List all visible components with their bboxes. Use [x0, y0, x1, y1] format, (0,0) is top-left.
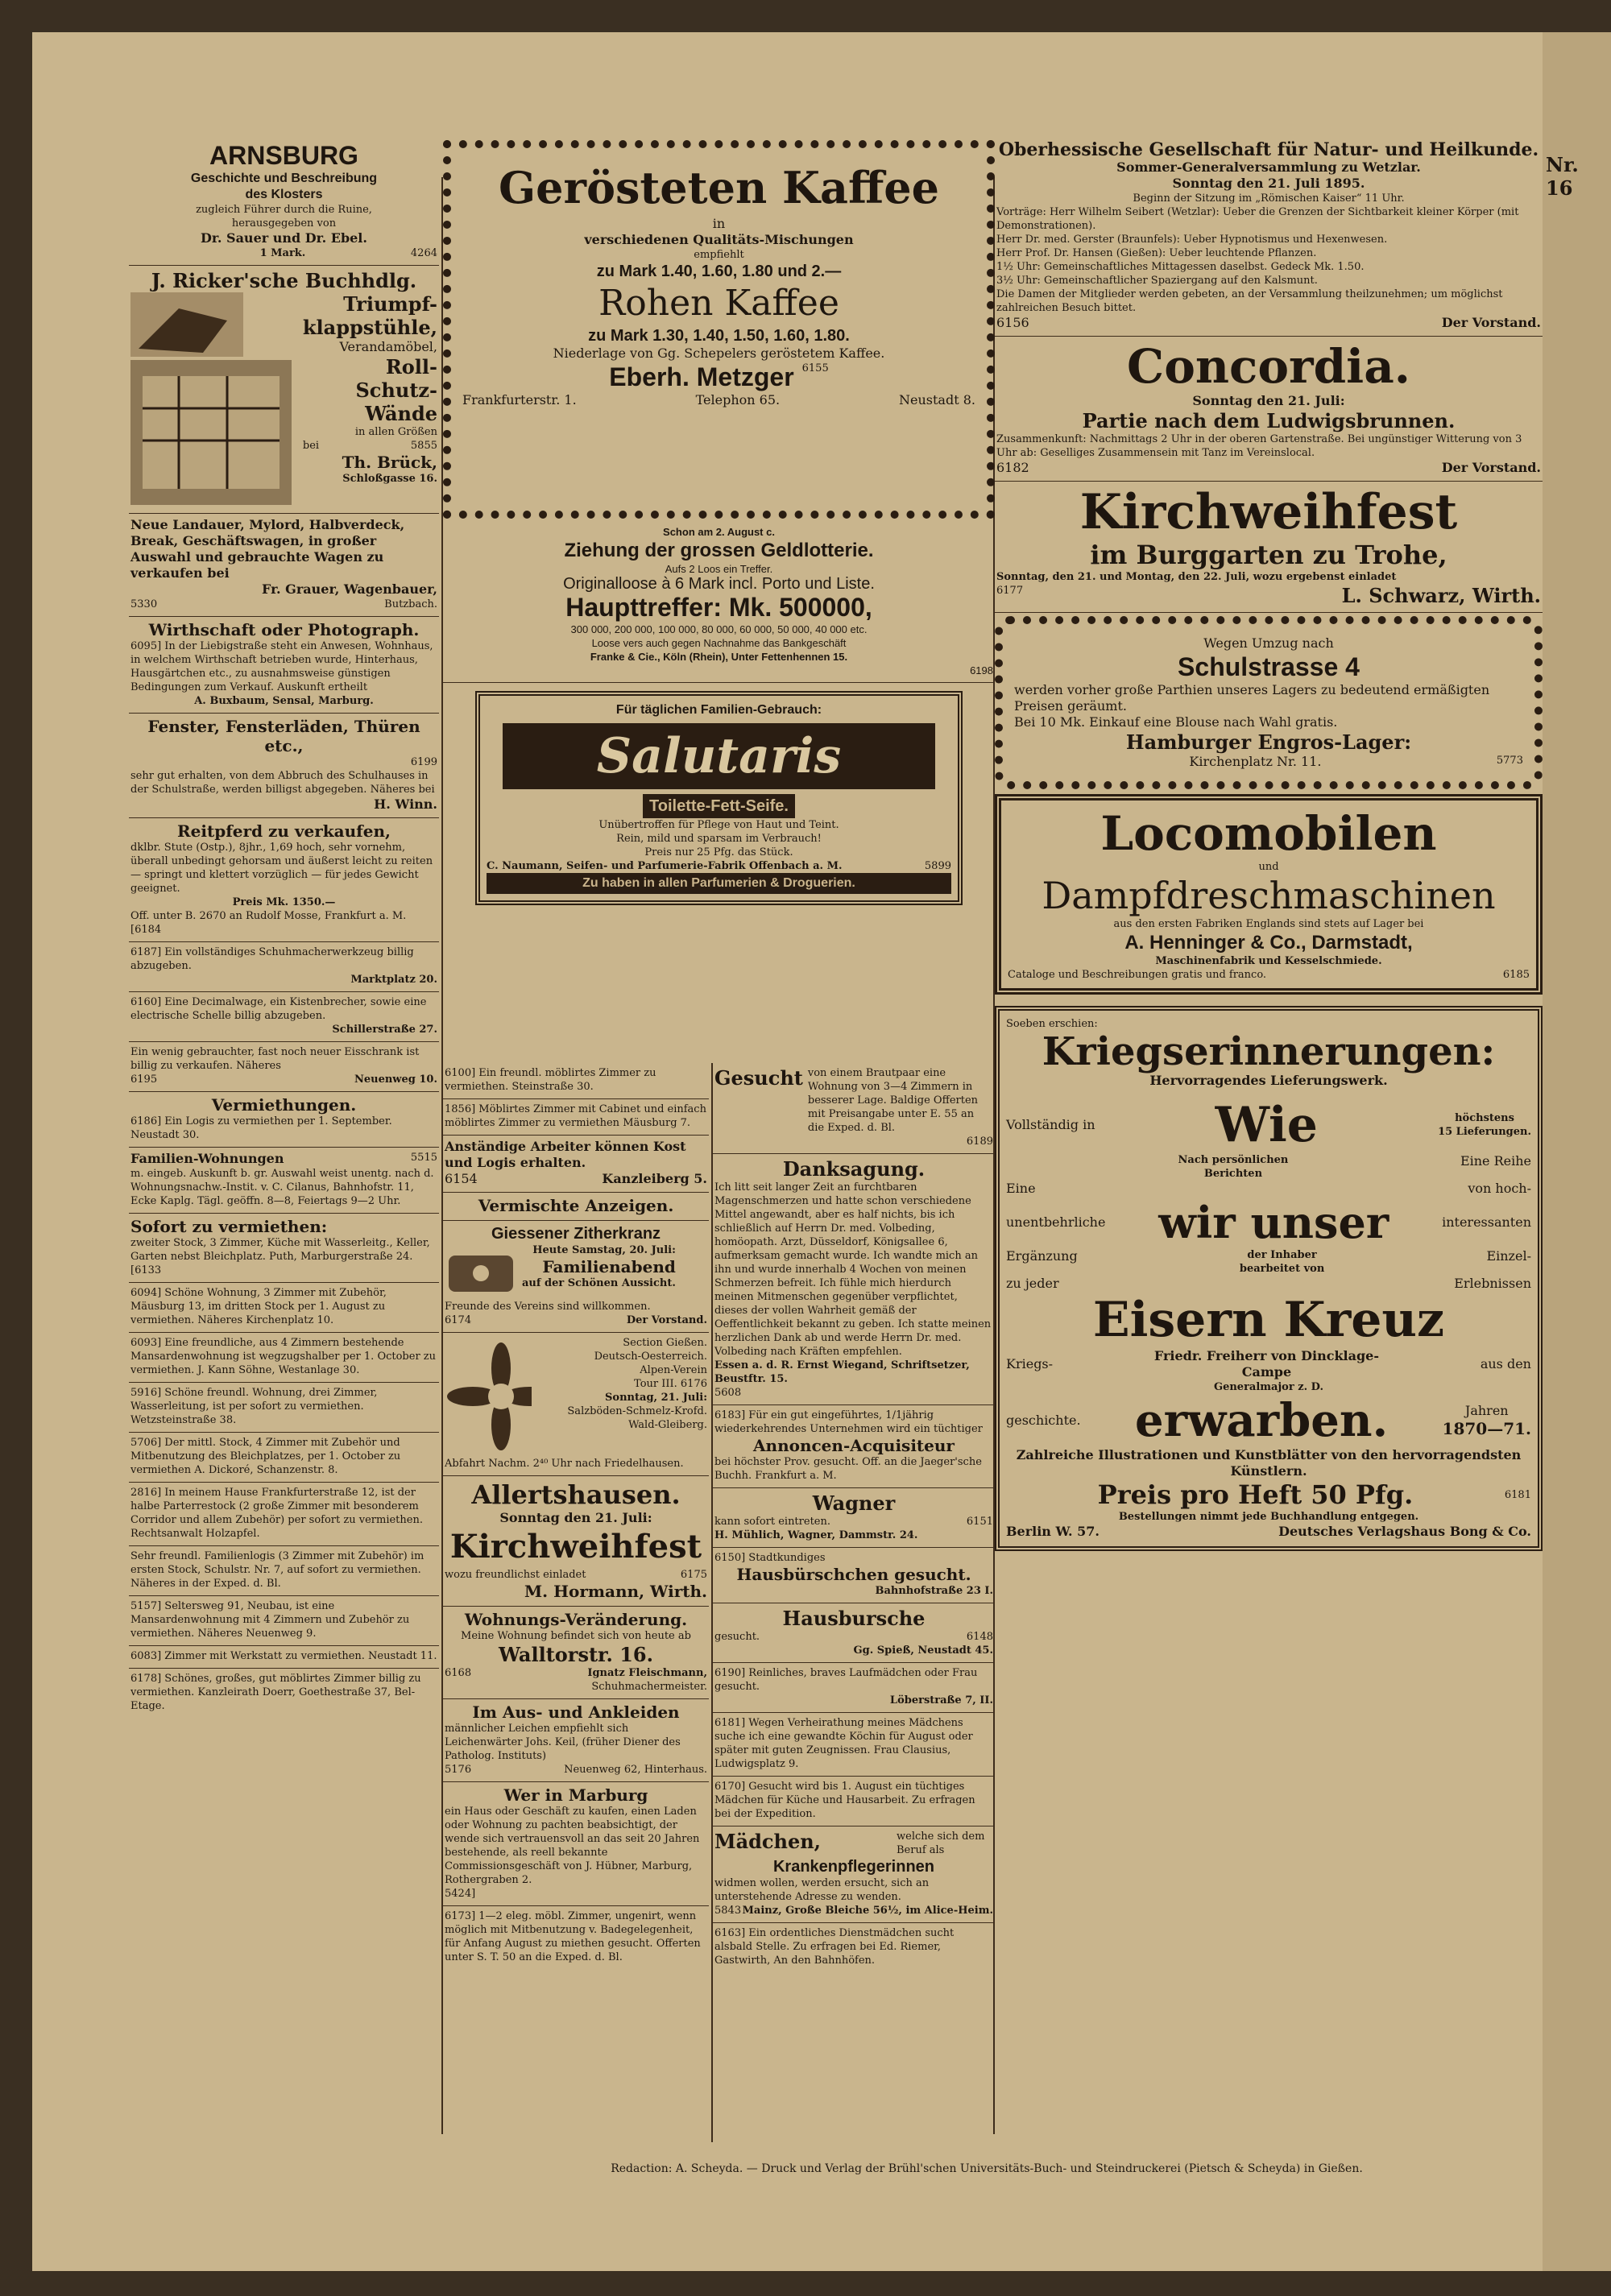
- ad-marburg: [443, 1782, 709, 1906]
- newspaper-page: [32, 32, 1547, 2271]
- text: Originalloose à 6 Mark incl. Porto und Liste.: [563, 575, 875, 593]
- text: Cataloge und Beschreibungen gratis und franco.: [1008, 969, 1267, 981]
- ad-ricker: [129, 266, 439, 514]
- ad-eisschrank: [129, 1042, 439, 1092]
- ad-number: 6174: [445, 1314, 472, 1326]
- text: 6187] Ein vollständiges Schuhmacherwerkzeug billig abzugeben.: [130, 946, 414, 972]
- text: Preis pro Heft 50 Pfg.: [1097, 1479, 1414, 1510]
- ad-6093: 6093] Eine freundliche, aus 4 Zimmern bestehende Mansardenwohnung ist wegzugshalber per 1. October zu vermiethen. J. Kann Söhne, Westanlage 30.: [129, 1333, 439, 1383]
- ad-title: Wer in Marburg: [503, 1785, 648, 1805]
- text: 6160] Eine Decimalwage, ein Kistenbrecher, sowie eine electrische Schelle billig abzugeben.: [130, 996, 427, 1022]
- ad-1856: 1856] Möblirtes Zimmer mit Cabinet und einfach möblirtes Zimmer zu vermiethen Mäusburg 7.: [443, 1099, 709, 1136]
- text: Schutz-: [355, 379, 437, 402]
- text: Der Vorstand.: [626, 1314, 707, 1326]
- ad-6170: 6170] Gesucht wird bis 1. August ein tüchtiges Mädchen für Küche und Hausarbeit. Zu erfragen bei der Expedition.: [713, 1777, 995, 1826]
- ad-hausbursche: [713, 1603, 995, 1663]
- ad-title: Im Aus- und Ankleiden: [472, 1702, 680, 1722]
- ad-alpenverein: [443, 1333, 709, 1476]
- text: kann sofort eintreten.: [714, 1516, 830, 1528]
- text: A. Henninger & Co., Darmstadt,: [1124, 932, 1413, 954]
- text: erwarben.: [1134, 1394, 1389, 1447]
- ad-number: 6195: [130, 1074, 158, 1086]
- text: Off. unter B. 2670 an Rudolf Mosse, Frankfurt a. M. [6184: [130, 910, 407, 936]
- text: Alpen-Verein: [640, 1364, 707, 1376]
- text: Schuhmachermeister.: [591, 1681, 707, 1693]
- text: Vorträge: Herr Wilhelm Seibert (Wetzlar): Ueber die Grenzen der Sichtbarkeit kleiner Körper (mit Demonstrationen).: [996, 206, 1519, 232]
- text: des Klosters: [245, 188, 323, 201]
- text: Verandamöbel,: [339, 339, 437, 354]
- text: Salzböden-Schmelz-Krofd. Wald-Gleiberg.: [567, 1405, 707, 1431]
- ad-familien: [129, 1148, 439, 1214]
- text: Friedr. Freiherr von Dincklage-Campe: [1153, 1348, 1379, 1380]
- text: herausgegeben von: [231, 217, 337, 230]
- text: m. eingeb. Auskunft b. gr. Auswahl weist unentg. nach d. Wohnungsnachw.-Instit. v. C. Cilanus, Bahnhofstr. 11, Ecke Kaplg. Tägl. geöffn. 8—8, Feiertags 9—2 Uhr.: [130, 1168, 434, 1207]
- ad-title: Kriegserinnerungen:: [1042, 1029, 1496, 1074]
- text: Roll-: [385, 355, 437, 379]
- column-3: [995, 137, 1543, 1556]
- ad-lotterie: [443, 522, 995, 683]
- text: Bahnhofstraße 23 I.: [875, 1585, 993, 1597]
- text: Wie: [1215, 1097, 1318, 1153]
- ad-6173: 6173] 1—2 eleg. möbl. Zimmer, ungenirt, wenn möglich mit Mitbenutzung v. Badegelegenheit, für Anfang August zu miethen gesucht. Offerten unter S. T. 50 an die Exped. d. Bl.: [445, 1910, 701, 1963]
- ad-number: 6181: [1504, 1488, 1531, 1501]
- text: Eberh. Metzger: [609, 362, 794, 391]
- text: Der Vorstand.: [1441, 460, 1541, 475]
- ad-title: Hausbursche: [782, 1607, 926, 1630]
- text: Sonntag, den 21. und Montag, den 22. Juli, wozu ergebenst einladet: [996, 571, 1397, 583]
- text: Frankfurterstr. 1.: [462, 392, 577, 407]
- ad-6083: 6083] Zimmer mit Werkstatt zu vermiethen. Neustadt 11.: [129, 1646, 439, 1669]
- text: Sofort zu vermiethen:: [130, 1217, 328, 1236]
- text: klappstühle,: [302, 316, 437, 339]
- text: 300 000, 200 000, 100 000, 80 000, 60 000, 50 000, 40 000 etc.: [570, 623, 868, 635]
- ad-kaffee: [443, 140, 995, 519]
- text: Familienabend: [542, 1257, 676, 1276]
- ad-5706: 5706] Der mittl. Stock, 4 Zimmer mit Zubehör und Mitbenutzung des Bleichplatzes, per 1. October zu vermiethen A. Dickoré, Schanzenstr. 8.: [129, 1433, 439, 1483]
- text: zweiter Stock, 3 Zimmer, Küche mit Wasserleitg., Keller, Garten nebst Bleichplatz. Puth, Marburgerstraße 24. [6133: [130, 1237, 430, 1276]
- ad-kriegserinnerungen: [995, 1006, 1543, 1551]
- text: Einzel-: [1486, 1248, 1531, 1264]
- text: von einem Brautpaar eine Wohnung von 3—4 Zimmern in besserer Lage. Baldige Offerten mit Preisangabe unter E. 55 an die Exped. d. Bl.: [807, 1067, 979, 1134]
- ad-number: 5773: [1496, 755, 1523, 767]
- text: zu Mark 1.30, 1.40, 1.50, 1.60, 1.80.: [588, 327, 850, 345]
- salutaris-logo: Salutaris: [503, 723, 935, 789]
- ad-wohnungsveraenderung: [443, 1607, 709, 1699]
- veranda-illustration: [130, 360, 292, 505]
- text: Aufs 2 Loos ein Treffer.: [665, 563, 773, 575]
- text: Deutsches Verlagshaus Bong & Co.: [1278, 1524, 1531, 1539]
- text: widmen wollen, werden ersucht, sich an unterstehende Adresse zu wenden.: [714, 1877, 930, 1903]
- text: Preis Mk. 1350.—: [232, 896, 336, 908]
- text: Zu haben in allen Parfumerien & Droguerien.: [487, 873, 951, 894]
- ad-title: Gesucht: [714, 1066, 803, 1090]
- ad-allertshausen: [443, 1476, 709, 1607]
- text: bei höchster Prov. gesucht. Off. an die Jaeger'sche Buchh. Frankfurt a. M.: [714, 1456, 982, 1482]
- adjacent-page-edge: [1543, 32, 1611, 2271]
- text: Herr Dr. med. Gerster (Braunfels): Ueber Hypnotismus und Hexenwesen.: [996, 234, 1388, 246]
- text: Marktplatz 20.: [350, 974, 437, 986]
- ad-title: J. Ricker'sche Buchhdlg.: [151, 269, 417, 292]
- section-heading: Vermiethungen.: [211, 1095, 357, 1115]
- ad-number: 6148: [966, 1631, 993, 1643]
- ad-title: Annoncen-Acquisiteur: [753, 1436, 955, 1455]
- text: der Inhaber bearbeitet von: [1239, 1249, 1325, 1275]
- ad-reitpferd: [129, 818, 439, 942]
- text: Th. Brück,: [342, 453, 437, 472]
- ad-danksagung: [713, 1154, 995, 1405]
- ad-number: 5176: [445, 1764, 472, 1776]
- ad-title: Concordia.: [1127, 339, 1410, 394]
- text: Essen a. d. R. Ernst Wiegand, Schriftsetzer, Beustftr. 15.: [714, 1359, 970, 1385]
- ad-title: Ziehung der grossen Geldlotterie.: [564, 540, 874, 561]
- text: Maschinenfabrik und Kesselschmiede.: [1155, 955, 1382, 967]
- ad-number: 5899: [924, 860, 951, 872]
- text: Ergänzung: [1006, 1248, 1078, 1264]
- ad-title: Hausbürschchen gesucht.: [736, 1565, 971, 1584]
- ad-title: Mädchen,: [714, 1830, 822, 1853]
- text: Wegen Umzug nach: [1203, 635, 1334, 651]
- text: Tour III. 6176: [634, 1378, 707, 1390]
- ad-title: Allertshausen.: [471, 1479, 681, 1510]
- text: 6183] Für ein gut eingeführtes, 1/1jährig wiederkehrendes Unternehmen wird ein tüchtiger: [714, 1409, 983, 1435]
- section-vermiethungen: [129, 1092, 439, 1148]
- text: Mainz, Große Bleiche 56½, im Alice-Heim.: [742, 1905, 993, 1917]
- text: Beginn der Sitzung im „Römischen Kaiser“ 11 Uhr.: [1133, 192, 1405, 205]
- text: Hamburger Engros-Lager:: [1125, 730, 1412, 754]
- text: zu Mark 1.40, 1.60, 1.80 und 2.—: [596, 263, 842, 280]
- edelweiss-icon: [445, 1336, 532, 1457]
- ad-title: Oberhessische Gesellschaft für Natur- und Heilkunde.: [998, 139, 1539, 160]
- text: Loose vers auch gegen Nachnahme das Bankgeschäft: [591, 637, 847, 649]
- text: Kirchenplatz Nr. 11.: [1189, 754, 1322, 769]
- text: Vollständig in: [1006, 1117, 1095, 1132]
- ad-6178: 6178] Schönes, großes, gut möblirtes Zimmer billig zu vermiethen. Kanzleirath Doerr, Goethestraße 37, Bel-Etage.: [130, 1673, 421, 1712]
- ad-number: 6154: [445, 1171, 478, 1186]
- ad-number: 6185: [1502, 969, 1530, 981]
- text: H. Winn.: [374, 796, 437, 812]
- text: Neuenweg 10.: [354, 1074, 437, 1086]
- text: wozu freundlichst einladet: [445, 1569, 586, 1581]
- text: Sonntag den 21. Juli:: [499, 1510, 652, 1525]
- ad-concordia: [995, 337, 1543, 482]
- ad-number: 6175: [680, 1569, 707, 1581]
- ad-number: 6198: [970, 664, 993, 676]
- text: Ein wenig gebrauchter, fast noch neuer Eisschrank ist billig zu verkaufen. Näheres: [130, 1046, 420, 1072]
- text: zugleich Führer durch die Ruine,: [196, 204, 372, 216]
- text: geschichte.: [1006, 1413, 1081, 1428]
- ad-number: 6189: [966, 1136, 993, 1148]
- text: Fr. Grauer, Wagenbauer,: [261, 581, 437, 597]
- text: unentbehrliche: [1006, 1214, 1106, 1230]
- ad-kirchweihfest: [995, 482, 1543, 613]
- text: Walltorstr. 16.: [499, 1643, 653, 1666]
- text: Heute Samstag, 20. Juli:: [532, 1244, 676, 1256]
- ad-6183: [713, 1405, 995, 1488]
- text: Freunde des Vereins sind willkommen.: [445, 1301, 651, 1313]
- text: Deutsch-Oesterreich.: [594, 1351, 707, 1363]
- ad-number: 6151: [966, 1516, 993, 1528]
- text: 6190] Reinliches, braves Laufmädchen oder Frau gesucht.: [714, 1667, 978, 1693]
- column-2: [443, 137, 995, 913]
- text: aus den ersten Fabriken Englands sind stets auf Lager bei: [1113, 918, 1424, 930]
- text: 6095] In der Liebigstraße steht ein Anwesen, Wohnhaus, in welchem Wirthschaft betrieben wurde, Hinterhaus, Hausgärtchen etc., zu ausnahmsweise günstigen Bedingungen zum Verkauf. Auskunft ertheilt: [130, 640, 433, 693]
- text: Wände: [365, 402, 437, 425]
- text: 3½ Uhr: Gemeinschaftlicher Spaziergang auf den Kalsmunt.: [996, 275, 1318, 287]
- text: Krankenpflegerinnen: [772, 1858, 935, 1876]
- text: Sonntag, 21. Juli:: [605, 1392, 707, 1404]
- text: Niederlage von Gg. Schepelers geröstetem Kaffee.: [553, 345, 885, 361]
- text: Dr. Sauer und Dr. Ebel.: [201, 230, 367, 246]
- column-2b: [713, 1063, 995, 1971]
- ad-number: 6199: [410, 756, 437, 768]
- ad-5916: 5916] Schöne freundl. Wohnung, drei Zimmer, Wasserleitung, ist per sofort zu vermiethen. Wetzsteinstraße 38.: [129, 1383, 439, 1433]
- text: Butzbach.: [384, 598, 437, 610]
- text: Kriegs-: [1006, 1356, 1054, 1371]
- ad-title: Schulstrasse 4: [1178, 652, 1360, 681]
- ad-5157: 5157] Seltersweg 91, Neubau, ist eine Mansardenwohnung mit 4 Zimmern und Zubehör zu vermiethen. Näheres Neuenweg 9.: [129, 1596, 439, 1646]
- text: 6150] Stadtkundiges: [714, 1552, 826, 1564]
- column-1: [129, 137, 439, 1716]
- ad-6100: 6100] Ein freundl. möblirtes Zimmer zu vermiethen. Steinstraße 30.: [443, 1063, 709, 1099]
- text: Sommer-Generalversammlung zu Wetzlar.: [1116, 159, 1421, 175]
- text: Generalmajor z. D.: [1213, 1381, 1323, 1393]
- ad-title: Wirthschaft oder Photograph.: [148, 620, 420, 639]
- text: Bestellungen nimmt jede Buchhandlung entgegen.: [1118, 1511, 1419, 1523]
- text: ein Haus oder Geschäft zu kaufen, einen Laden oder Wohnung zu pachten beabsichtigt, der wende sich vertrauensvoll an das seit 20 Jahren bestehende, als reell bekannte Commissionsgeschäft von J. Hübner, Marburg, Rothergraben 2.: [445, 1806, 700, 1886]
- text: auf der Schönen Aussicht.: [522, 1277, 676, 1289]
- ad-title: Wagner: [812, 1491, 896, 1515]
- ad-title: Wohnungs-Veränderung.: [464, 1610, 688, 1629]
- text: bei: [302, 440, 320, 452]
- ad-fenster: [129, 714, 439, 818]
- text: Neuenweg 62, Hinterhaus.: [564, 1764, 707, 1776]
- ad-number: 4264: [410, 247, 437, 259]
- text: Der Vorstand.: [1441, 315, 1541, 330]
- text: Schon am 2. August c.: [663, 526, 775, 538]
- text: Anständige Arbeiter können Kost und Logis erhalten.: [445, 1139, 686, 1170]
- text: Sonntag den 21. Juli 1895.: [1172, 176, 1365, 191]
- text: L. Schwarz, Wirth.: [1341, 584, 1541, 607]
- text: männlicher Leichen empfiehlt sich Leichenwärter Johs. Keil, (früher Diener des Patholog. Instituts): [445, 1723, 681, 1762]
- ad-number: 6155: [801, 362, 829, 374]
- ad-zitherkranz: [443, 1221, 709, 1333]
- ad-gesucht: [713, 1063, 995, 1154]
- ad-familienlogis: Sehr freundl. Familienlogis (3 Zimmer mit Zubehör) im ersten Stock, Schulstr. Nr. 7, auf sofort zu vermiethen. Näheres in der Exped. d. Bl.: [129, 1546, 439, 1596]
- text: Toilette-Fett-Seife.: [643, 794, 795, 818]
- ad-6150: [713, 1548, 995, 1603]
- text: Eine Reihe: [1460, 1153, 1531, 1169]
- ad-title: Kirchweihfest: [1079, 484, 1458, 540]
- text: in allen Größen: [354, 426, 437, 438]
- text: Meine Wohnung befindet sich von heute ab: [461, 1630, 691, 1642]
- text: Eine: [1006, 1181, 1036, 1196]
- ad-number: 5330: [130, 598, 158, 610]
- text: verschiedenen Qualitäts-Mischungen: [584, 232, 854, 247]
- text: Schillerstraße 27.: [332, 1024, 437, 1036]
- text: Nach persönlichen Berichten: [1178, 1154, 1289, 1180]
- text: 6186] Ein Logis zu vermiethen per 1. September. Neustadt 30.: [130, 1115, 392, 1141]
- text: Für täglichen Familien-Gebrauch:: [615, 703, 822, 717]
- issue-number: Nr. 16: [1546, 153, 1579, 200]
- text: Kirchweihfest: [449, 1528, 702, 1566]
- ad-6181: 6181] Wegen Verheirathung meines Mädchens suche ich eine gewandte Köchin für August oder später mit guten Zeugnissen. Frau Clausius, Ludwigsplatz 9.: [713, 1713, 995, 1777]
- text: Telephon 65.: [695, 392, 781, 407]
- text: Neustadt 8.: [899, 392, 975, 407]
- ad-number: 6177: [996, 585, 1024, 597]
- text: und: [1258, 861, 1279, 873]
- text: Gg. Spieß, Neustadt 45.: [853, 1644, 993, 1657]
- ad-number: 5515: [410, 1152, 437, 1164]
- deck-chair-illustration: [130, 292, 243, 357]
- text: Zahlreiche Illustrationen und Kunstblätter von den hervorragendsten Künstlern.: [1016, 1447, 1522, 1479]
- text: C. Naumann, Seifen- und Parfumerie-Fabrik Offenbach a. M.: [487, 860, 843, 872]
- ad-title: Danksagung.: [782, 1157, 926, 1181]
- text: 1 Mark.: [259, 247, 306, 259]
- ad-title: Giessener Zitherkranz: [491, 1225, 661, 1243]
- ad-number: 6168: [445, 1667, 472, 1679]
- text: welche sich dem Beruf als: [897, 1831, 985, 1856]
- ad-6094: 6094] Schöne Wohnung, 3 Zimmer mit Zubehör, Mäusburg 13, im dritten Stock per 1. August zu vermiethen. Näheres Kirchenplatz 10.: [129, 1283, 439, 1333]
- ad-sofort: [129, 1214, 439, 1283]
- text: Neue Landauer, Mylord, Halbverdeck, Break, Geschäftswagen, in großer Auswahl und gebrauchte Wagen zu verkaufen bei: [130, 517, 405, 581]
- text: Löberstraße 7, II.: [889, 1694, 993, 1706]
- ad-6160: [129, 992, 439, 1042]
- text: Kanzleiberg 5.: [602, 1171, 707, 1186]
- text: Herr Prof. Dr. Hansen (Gießen): Ueber leuchtende Pflanzen.: [996, 247, 1317, 259]
- ad-title: Gerösteten Kaffee: [499, 162, 939, 213]
- text: gesucht.: [714, 1631, 760, 1643]
- text: Die Damen der Mitglieder werden gebeten, an der Versammlung theilzunehmen; um möglichst zahlreichen Besuch bittet.: [996, 288, 1503, 314]
- text: im Burggarten zu Trohe,: [1090, 540, 1447, 570]
- ad-salutaris: [475, 691, 963, 905]
- text: dklbr. Stute (Ostp.), 8jhr., 1,69 hoch, sehr vornehm, überall unbedingt gehorsam und äußerst leicht zu reiten — springt und klettert vorzüglich — für jedes Gewicht geeignet.: [130, 842, 433, 895]
- text: Abfahrt Nachm. 2⁴⁰ Uhr nach Friedelhausen.: [445, 1458, 684, 1470]
- text: Sonntag den 21. Juli:: [1192, 393, 1345, 408]
- text: wir unser: [1158, 1197, 1389, 1248]
- ad-6190: [713, 1663, 995, 1713]
- text: Franke & Cie., Köln (Rhein), Unter Fettenhennen 15.: [590, 651, 848, 663]
- text: Rohen Kaffee: [598, 283, 839, 324]
- text: A. Buxbaum, Sensal, Marburg.: [194, 695, 374, 707]
- ad-wirthschaft: [129, 617, 439, 714]
- text: Dampfdreschmaschinen: [1042, 874, 1496, 917]
- text: Hervorragendes Lieferungswerk.: [1149, 1073, 1388, 1088]
- text: Unübertroffen für Pflege von Haut und Teint.: [598, 819, 839, 831]
- text: Triumpf-: [343, 292, 437, 316]
- text: 1½ Uhr: Gemeinschaftliches Mittagessen daselbst. Gedeck Mk. 1.50.: [996, 261, 1365, 273]
- text: werden vorher große Parthien unseres Lagers zu bedeutend ermäßigten Preisen geräumt.: [1014, 682, 1490, 714]
- ad-number: 5855: [410, 440, 437, 452]
- text: zu jeder: [1006, 1276, 1059, 1291]
- ad-title: Reitpferd zu verkaufen,: [177, 821, 391, 841]
- ad-arnsburg: [129, 137, 439, 266]
- text: Section Gießen.: [623, 1337, 707, 1349]
- text: Zusammenkunft: Nachmittags 2 Uhr in der oberen Gartenstraße. Bei ungünstiger Witterung von 3 Uhr ab: Geselliges Zusammensein mit Tanz im Vereinslocal.: [996, 433, 1522, 459]
- text: Berlin W. 57.: [1006, 1524, 1100, 1539]
- text: Ich litt seit langer Zeit an furchtbaren Magenschmerzen und hatte schon verschiedene Mittel angewandt, aber es half nichts, bis ich schließlich auf Herrn Dr. med. Volbeding, homöopath. Arzt, Düsseldorf, Königsallee 6, aufmerksam gemacht wurde. Ich wandte mich an ihn und wurde innerhalb 4 Wochen von meinen Schmerzen befreit. Ich fühle mich hierdurch meinen Mitmenschen gegenüber verpflichtet, dieses der vollen Wahrheit gemäß der Oeffentlichkeit bekannt zu geben. Ich statte meinen herzlichen Dank ab und werde Herrn Dr. med. Volbeding nach Kräften empfehlen.: [714, 1181, 992, 1358]
- ad-locomobilen: [995, 794, 1543, 995]
- ad-umzug: [995, 616, 1543, 789]
- zither-illustration: [445, 1243, 517, 1300]
- text: Familien-Wohnungen: [130, 1151, 284, 1166]
- text: 15 Lieferungen.: [1438, 1126, 1531, 1138]
- text: Bei 10 Mk. Einkauf eine Blouse nach Wahl gratis.: [1014, 714, 1338, 730]
- text: 1870—71.: [1442, 1419, 1531, 1438]
- text: Jahren: [1464, 1403, 1509, 1418]
- column-2a: [443, 1063, 709, 1967]
- imprint-footer: Redaction: A. Scheyda. — Druck und Verlag der Brühl'schen Universitäts-Buch- und Steindruckerei (Pietsch & Scheyda) in Gießen.: [611, 2162, 1363, 2175]
- text: H. Mühlich, Wagner, Dammstr. 24.: [714, 1529, 918, 1541]
- ad-maedchen: [713, 1826, 995, 1923]
- text: in: [712, 216, 726, 231]
- text: Eisern Kreuz: [1092, 1292, 1445, 1348]
- ad-landauer: [129, 514, 439, 617]
- ad-6163: 6163] Ein ordentliches Dienstmädchen sucht alsbald Stelle. Zu erfragen bei Ed. Riemer, Gastwirth, An den Bahnhöfen.: [714, 1927, 955, 1967]
- ad-title: Locomobilen: [1100, 806, 1437, 861]
- text: von hoch-: [1468, 1181, 1531, 1196]
- text: Partie nach dem Ludwigsbrunnen.: [1082, 409, 1456, 432]
- ad-number: 5608: [714, 1387, 742, 1399]
- arnsburg-title: ARNSBURG: [209, 141, 358, 170]
- ad-title: Fenster, Fensterläden, Thüren etc.,: [147, 717, 420, 755]
- ad-number: 6156: [996, 315, 1029, 330]
- text: Haupttreffer: Mk. 500000,: [565, 593, 872, 622]
- text: Soeben erschien:: [1006, 1018, 1098, 1030]
- text: Erlebnissen: [1454, 1276, 1531, 1291]
- text: sehr gut erhalten, von dem Abbruch des Schulhauses in der Schulstraße, werden billigst abgegeben. Näheres bei: [130, 770, 435, 796]
- text: Schloßgasse 16.: [342, 473, 437, 485]
- text: Ignatz Fleischmann,: [587, 1667, 707, 1679]
- ad-ankleiden: [443, 1699, 709, 1782]
- ad-number: 6182: [996, 460, 1029, 475]
- ad-gesellschaft: [995, 137, 1543, 337]
- text: Preis nur 25 Pfg. das Stück.: [644, 846, 793, 858]
- text: interessanten: [1442, 1214, 1531, 1230]
- ad-6187: [129, 942, 439, 992]
- text: empfiehlt: [694, 249, 744, 261]
- text: Geschichte und Beschreibung: [190, 172, 378, 185]
- text: M. Hormann, Wirth.: [524, 1582, 707, 1601]
- text: höchstens: [1455, 1112, 1514, 1124]
- ad-wagner: [713, 1488, 995, 1548]
- ad-anstaendige: [443, 1136, 709, 1193]
- section-heading: Vermischte Anzeigen.: [443, 1193, 709, 1221]
- ad-number: 5424]: [445, 1888, 476, 1900]
- ad-2816: 2816] In meinem Hause Frankfurterstraße 12, ist der halbe Parterrestock (2 große Zimmer mit besonderem Corridor und allem Zubehör) per sofort zu vermiethen. Rechtsanwalt Holzapfel.: [129, 1483, 439, 1546]
- ad-number: 5843: [714, 1905, 742, 1917]
- text: Rein, mild und sparsam im Verbrauch!: [616, 833, 822, 845]
- text: aus den: [1480, 1356, 1531, 1371]
